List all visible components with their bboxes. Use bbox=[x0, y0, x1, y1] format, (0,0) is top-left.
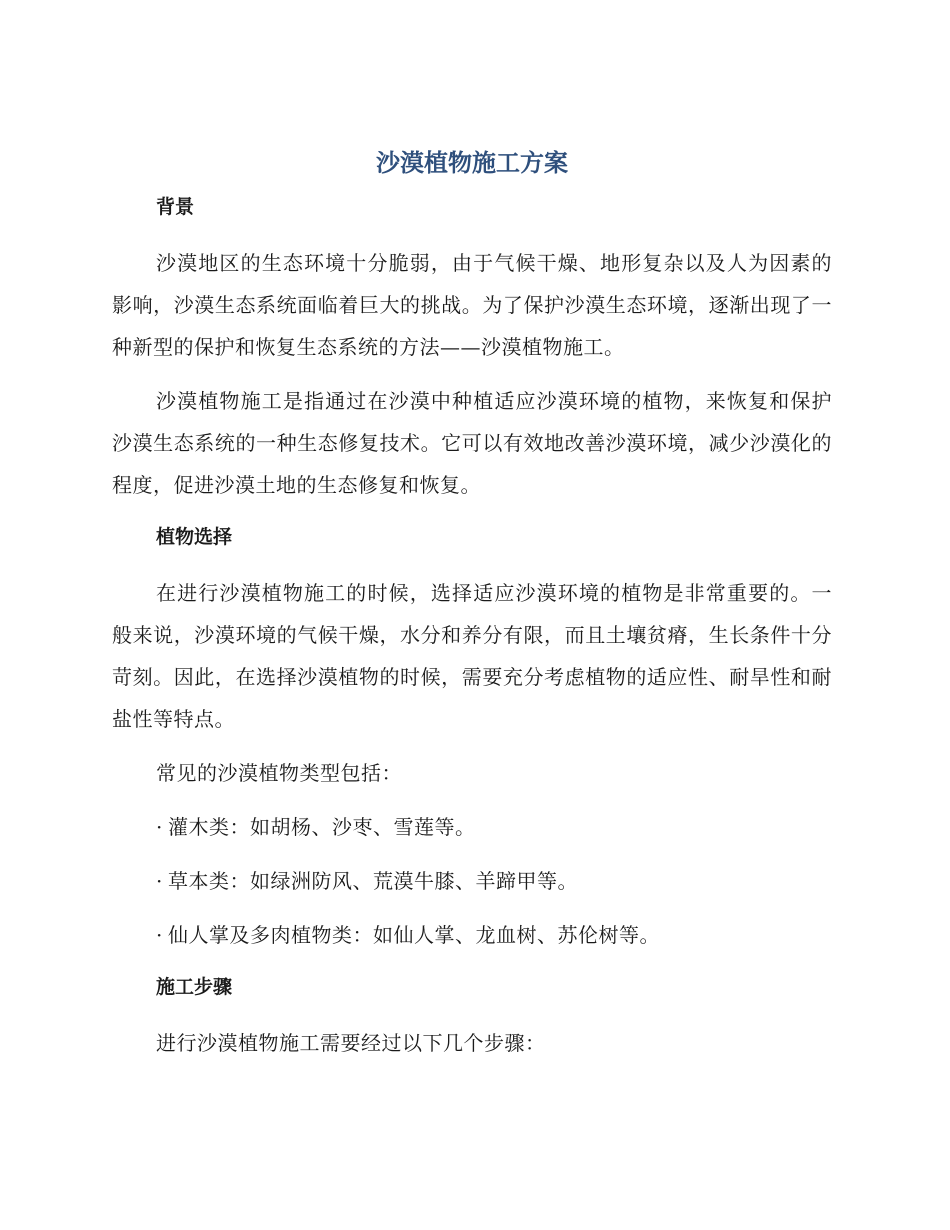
background-paragraph-2: 沙漠植物施工是指通过在沙漠中种植适应沙漠环境的植物，来恢复和保护沙漠生态系统的一种生态修复技术。它可以有效地改善沙漠环境，减少沙漠化的程度，促进沙漠土地的生态修复和恢复。 bbox=[112, 389, 832, 497]
list-item-text: 灌木类：如胡杨、沙枣、雪莲等。 bbox=[168, 815, 476, 839]
bullet-icon: · bbox=[156, 815, 163, 839]
bullet-icon: · bbox=[156, 923, 163, 947]
bullet-icon: · bbox=[156, 869, 163, 893]
background-paragraph-1: 沙漠地区的生态环境十分脆弱，由于气候干燥、地形复杂以及人为因素的影响，沙漠生态系统面临着巨大的挑战。为了保护沙漠生态环境，逐渐出现了一种新型的保护和恢复生态系统的方法——沙漠植物施工。 bbox=[112, 251, 832, 359]
list-item bbox=[112, 914, 832, 956]
list-item-text: 仙人掌及多肉植物类：如仙人掌、龙血树、苏伦树等。 bbox=[168, 923, 660, 947]
list-item-text: 草本类：如绿洲防风、荒漠牛膝、羊蹄甲等。 bbox=[168, 869, 578, 893]
section-heading-construction-steps: 施工步骤 bbox=[156, 976, 233, 998]
list-item bbox=[112, 806, 832, 848]
plant-selection-paragraph-1: 在进行沙漠植物施工的时候，选择适应沙漠环境的植物是非常重要的。一般来说，沙漠环境的气候干燥，水分和养分有限，而且土壤贫瘠，生长条件十分苛刻。因此，在选择沙漠植物的时候，需要充分考虑植物的适应性、耐旱性和耐盐性等特点。 bbox=[112, 581, 832, 731]
list-item bbox=[112, 860, 832, 902]
construction-steps-paragraph-1: 进行沙漠植物施工需要经过以下几个步骤： bbox=[156, 1031, 546, 1055]
section-heading-plant-selection: 植物选择 bbox=[156, 526, 233, 548]
document-title: 沙漠植物施工方案 bbox=[376, 149, 568, 177]
document-body bbox=[112, 138, 832, 1064]
section-heading-background: 背景 bbox=[156, 196, 195, 218]
plant-selection-paragraph-2: 常见的沙漠植物类型包括： bbox=[156, 761, 402, 785]
